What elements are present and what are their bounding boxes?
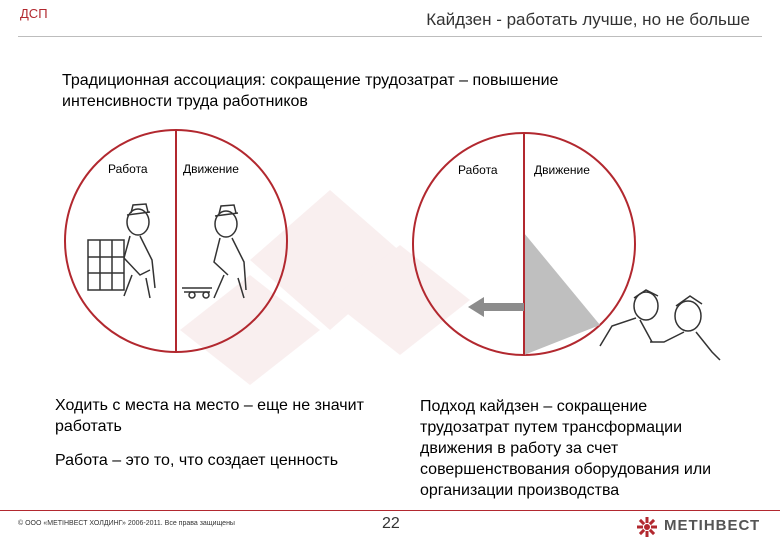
right-caption: Подход кайдзен – сокращение трудозатрат путем трансформации движения в работу за счет совершенствования оборудования или организации производства (420, 398, 712, 499)
right-label-work: Работа (458, 163, 498, 177)
arrow-left-icon (468, 297, 524, 317)
workers-handshake-icon (600, 290, 720, 360)
left-label-work: Работа (108, 162, 148, 176)
footer-divider (0, 510, 780, 511)
logo-wordmark: МЕТІНВЕСТ (664, 517, 761, 534)
watermark-logo (180, 190, 470, 385)
left-caption-line1: Ходить с места на место – еще не значит работать (55, 397, 364, 435)
page-number: 22 (382, 515, 400, 532)
worker-walking-icon (182, 205, 246, 298)
classification-tag: ДСП (20, 6, 48, 21)
copyright-text: © ООО «МЕТІНВЕСТ ХОЛДИНГ» 2006-2011. Все права защищены (18, 520, 235, 527)
left-label-motion: Движение (183, 162, 239, 176)
left-caption-line2: Работа – это то, что создает ценность (55, 452, 339, 469)
slide-title: Кайдзен - работать лучше, но не больше (426, 10, 750, 29)
worker-carrying-crate-icon (88, 204, 155, 298)
right-label-motion: Движение (534, 163, 590, 177)
lead-text: Традиционная ассоциация: сокращение трудозатрат – повышение интенсивности труда работников (62, 72, 559, 110)
converted-work-wedge (524, 233, 600, 355)
